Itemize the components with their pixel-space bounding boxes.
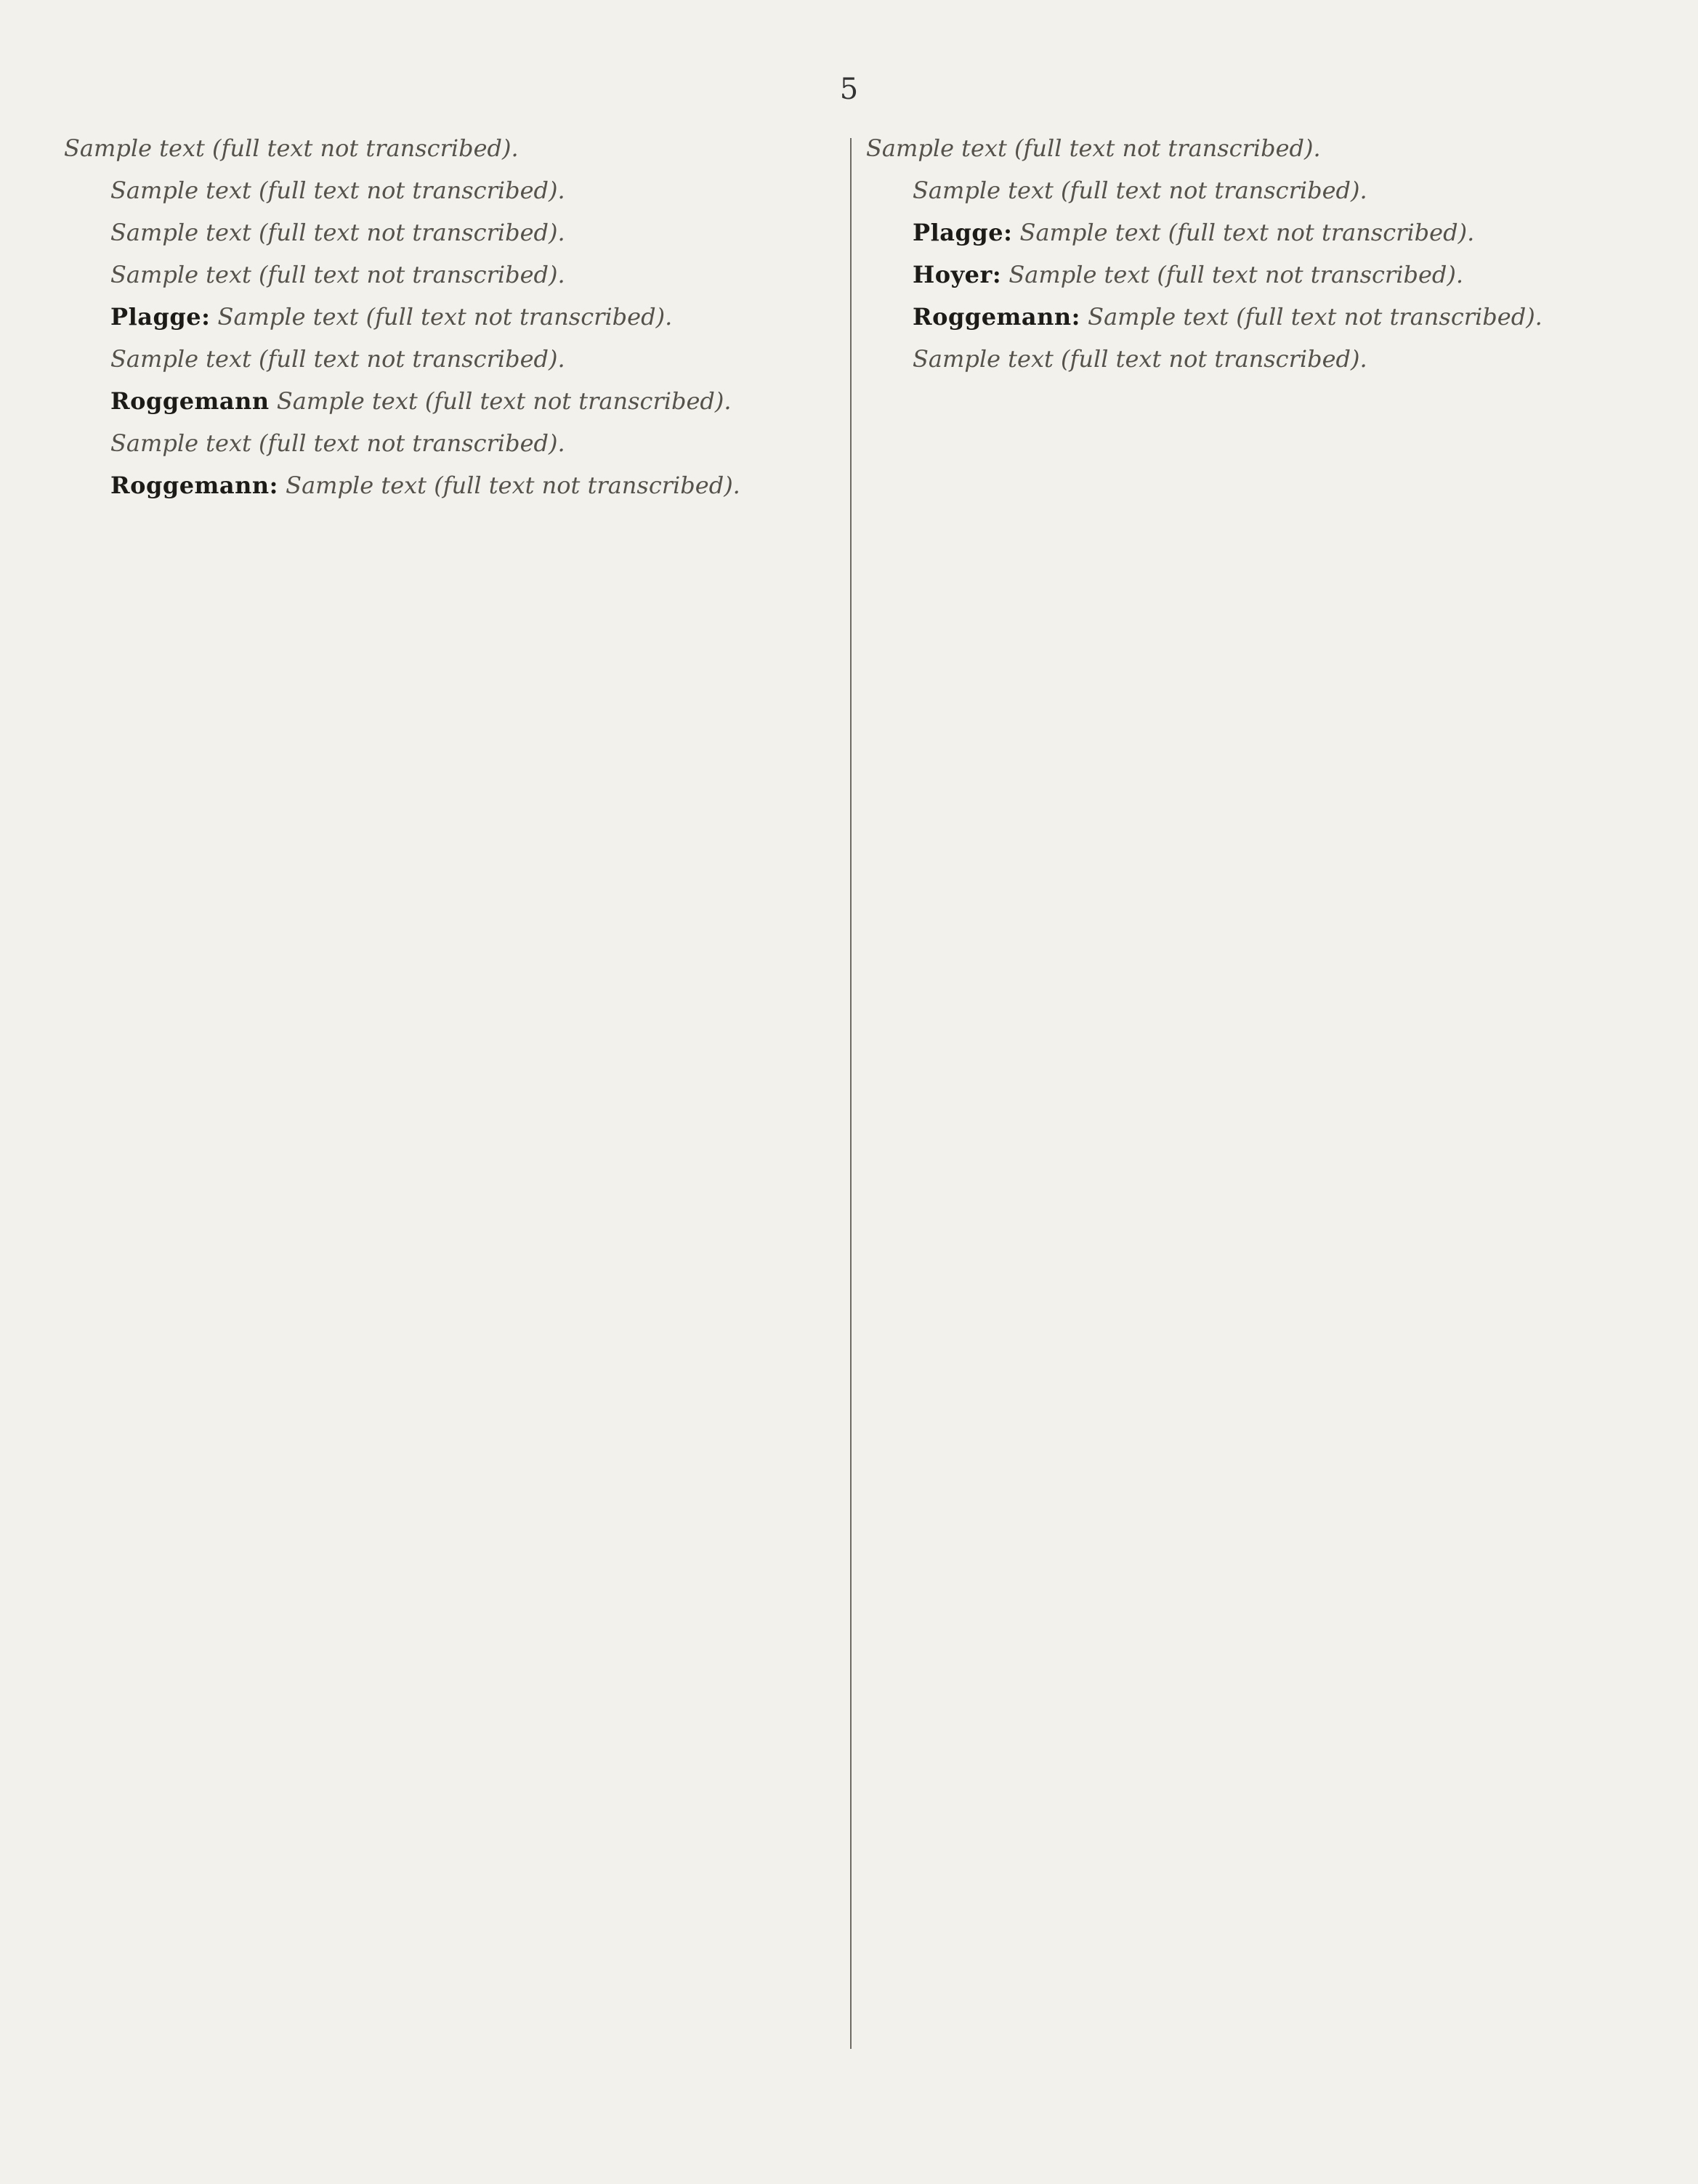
paragraph: Sample text (full text not transcribed).	[913, 177, 1367, 204]
speaker-name: Roggemann:	[913, 303, 1080, 331]
paragraph: Hoyer: Sample text (full text not transcribed).	[913, 261, 1464, 288]
paragraph: Roggemann: Sample text (full text not transcribed).	[913, 303, 1543, 331]
speaker-name: Roggemann	[110, 387, 270, 415]
paragraph: Roggemann Sample text (full text not transcribed).	[110, 387, 732, 415]
paragraph: Sample text (full text not transcribed).	[110, 261, 565, 288]
paragraph: Roggemann: Sample text (full text not transcribed).	[110, 472, 740, 499]
page-number: 5	[839, 73, 859, 106]
paragraph: Sample text (full text not transcribed).	[64, 134, 519, 162]
speaker-name: Roggemann:	[110, 472, 278, 499]
speaker-name: Plagge:	[913, 219, 1013, 246]
paragraph: Sample text (full text not transcribed).	[913, 345, 1367, 373]
paragraph: Plagge: Sample text (full text not transcribed).	[913, 219, 1475, 246]
paragraph: Sample text (full text not transcribed).	[110, 219, 565, 246]
paragraph: Sample text (full text not transcribed).	[866, 134, 1321, 162]
speaker-name: Plagge:	[110, 303, 211, 331]
left-column	[64, 131, 833, 2049]
column-divider	[850, 138, 852, 2049]
speaker-name: Hoyer:	[913, 261, 1002, 288]
right-column	[866, 131, 1638, 2049]
paragraph: Sample text (full text not transcribed).	[110, 177, 565, 204]
paragraph: Sample text (full text not transcribed).	[110, 429, 565, 457]
paragraph: Sample text (full text not transcribed).	[110, 345, 565, 373]
paragraph: Plagge: Sample text (full text not transcribed).	[110, 303, 673, 331]
